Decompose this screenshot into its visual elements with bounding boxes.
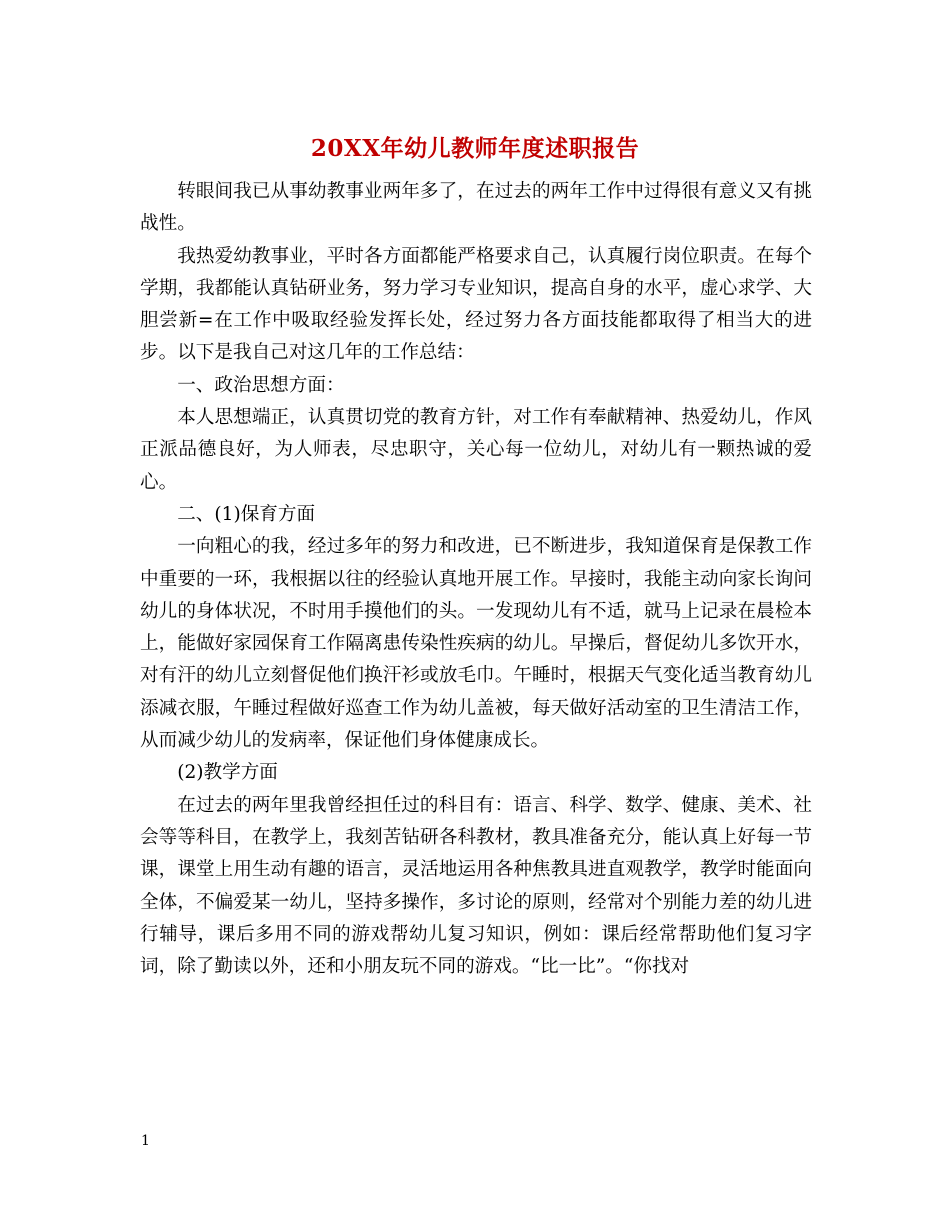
page-number: 1 [141,1133,150,1149]
section-heading-teaching: (2)教学方面 [177,762,278,784]
document-body [140,176,812,983]
paragraph-teaching: 在过去的两年里我曾经担任过的科目有：语言、科学、数学、健康、美术、社会等等科目，在教学上，我刻苦钻研各科教材，教具准备充分，能认真上好每一节课，课堂上用生动有趣的语言，灵活地运用各种焦教具进直观教学，教学时能面向全体，不偏爱某一幼儿，坚持多操作，多讨论的原则，经常对个别能力差的幼儿进行辅导，课后多用不同的游戏帮幼儿复习知识，例如：课后经常帮助他们复习字词，除了勤读以外，还和小朋友玩不同的游戏。“比一比”。“你找对 [140,794,812,978]
paragraph-intro: 转眼间我已从事幼教事业两年多了，在过去的两年工作中过得很有意义又有挑战性。 [140,181,812,235]
paragraph-overview: 我热爱幼教事业，平时各方面都能严格要求自己，认真履行岗位职责。在每个学期，我都能认真钻研业务，努力学习专业知识，提高自身的水平，虚心求学、大胆尝新=在工作中吸取经验发挥长处，经过努力各方面技能都取得了相当大的进步。以下是我自己对这几年的工作总结： [140,245,812,364]
document-title: 20XX年幼儿教师年度述职报告 [310,135,640,162]
paragraph-political: 本人思想端正，认真贯切党的教育方针，对工作有奉献精神、热爱幼儿，作风正派品德良好，为人师表，尽忠职守，关心每一位幼儿，对幼儿有一颗热诚的爱心。 [140,407,812,493]
section-heading-political: 一、政治思想方面： [177,374,345,396]
section-heading-care: 二、(1)保育方面 [177,503,316,525]
paragraph-care: 一向粗心的我，经过多年的努力和改进，已不断进步，我知道保育是保教工作中重要的一环，我根据以往的经验认真地开展工作。早接时，我能主动向家长询问幼儿的身体状况，不时用手摸他们的头。一发现幼儿有不适，就马上记录在晨检本上，能做好家园保育工作隔离患传染性疾病的幼儿。早操后，督促幼儿多饮开水，对有汗的幼儿立刻督促他们换汗衫或放毛巾。午睡时，根据天气变化适当教育幼儿添减衣服，午睡过程做好巡查工作为幼儿盖被，每天做好活动室的卫生清洁工作，从而减少幼儿的发病率，保证他们身体健康成长。 [140,536,812,752]
